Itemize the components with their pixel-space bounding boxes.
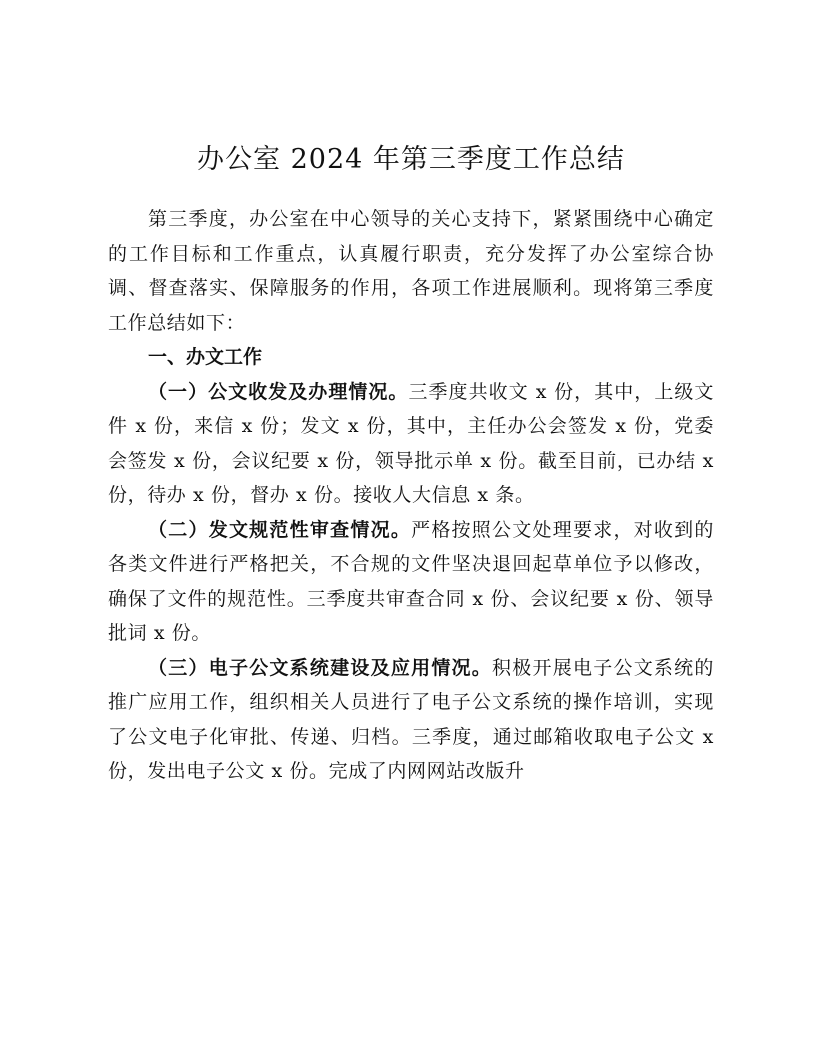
intro-paragraph: 第三季度，办公室在中心领导的关心支持下，紧紧围绕中心确定的工作目标和工作重点，认真履行职责，充分发挥了办公室综合协调、督查落实、保障服务的作用，各项工作进展顺利。现将第三季度工作总结如下： xyxy=(108,208,714,334)
document-title: 办公室 2024 年第三季度工作总结 xyxy=(197,144,625,175)
subsection-lead-2: （二）发文规范性审查情况。 xyxy=(148,518,412,541)
subsection-lead-1: （一）公文收发及办理情况。 xyxy=(148,380,409,403)
subsection-body-1: 三季度共收文 x 份，其中，上级文件 x 份，来信 x 份；发文 x 份，其中，主任办公会签发 x 份，党委会签发 x 份，会议纪要 x 份，领导批示单 x 份。截至目前，已办结 x 份，待办 x 份，督办 x 份。接收人大信息 x 条。 xyxy=(108,380,714,506)
subsection-body-3: 积极开展电子公文系统的推广应用工作，组织相关人员进行了电子公文系统的操作培训，实现了公文电子化审批、传递、归档。三季度，通过邮箱收取电子公文 x 份，发出电子公文 x 份。完成了内网网站改版升 xyxy=(108,656,714,782)
document-page xyxy=(108,140,714,789)
subsection-paragraph-3 xyxy=(108,651,714,789)
subsection-paragraph-2 xyxy=(108,513,714,651)
subsection-body-2: 严格按照公文处理要求，对收到的各类文件进行严格把关，不合规的文件坚决退回起草单位予以修改，确保了文件的规范性。三季度共审查合同 x 份、会议纪要 x 份、领导批词 x 份。 xyxy=(108,518,714,644)
section-heading-1: 一、办文工作 xyxy=(148,346,263,368)
subsection-paragraph-1 xyxy=(108,375,714,513)
subsection-lead-3: （三）电子公文系统建设及应用情况。 xyxy=(148,656,493,679)
